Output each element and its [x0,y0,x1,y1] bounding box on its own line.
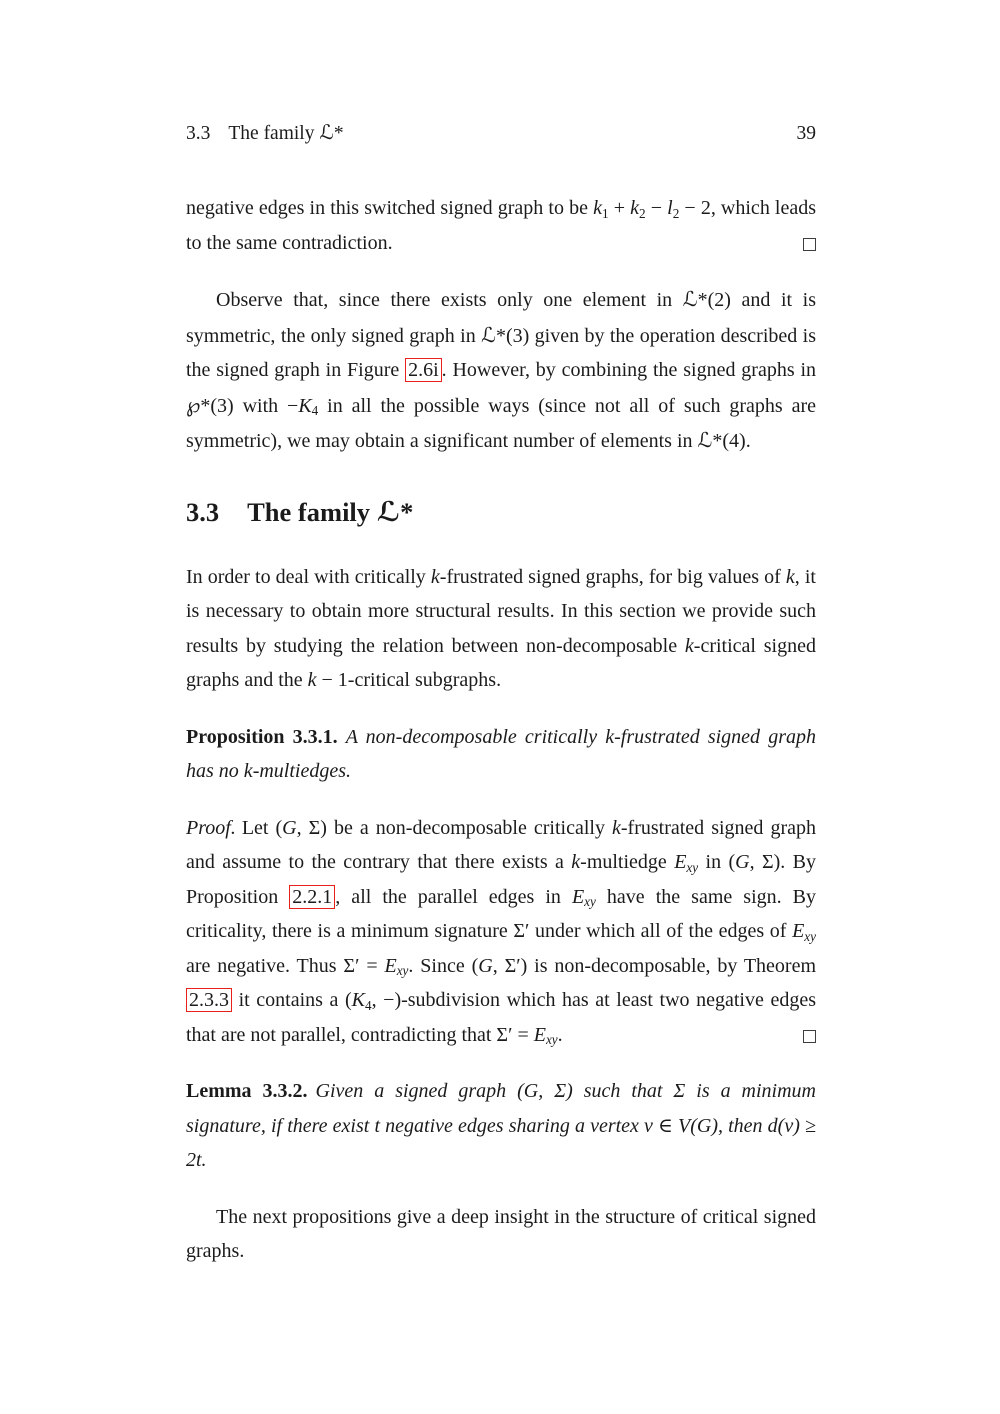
lemma-3-3-2 [186,1074,816,1178]
section-heading-title: The family ℒ* [247,496,414,528]
running-header [186,121,816,145]
header-section-title: The family ℒ* [228,120,344,144]
paragraph-section-intro [186,560,816,698]
lemma-label: Lemma 3.3.2. [186,1080,308,1102]
section-heading [186,495,816,530]
proposition-body: A non-decomposable critically k-frustrated signed graph has no k-multiedges. [186,725,816,782]
paragraph-closing [186,1200,816,1269]
page-number: 39 [796,123,816,144]
qed-icon [803,1030,816,1043]
header-section-number: 3.3 [186,123,211,144]
ref-link-2-6i[interactable]: 2.6i [405,358,442,382]
lemma-body: Given a signed graph (G, Σ) such that Σ is a minimum signature, if there exist t negative edges sharing a vertex v ∈ V(G), then d(v) ≥ 2t. [186,1080,817,1171]
proposition-3-3-1 [186,720,816,789]
section-heading-number: 3.3 [186,496,220,527]
paragraph-text: Observe that, since there exists only one element in ℒ*(2) and it is symmetric, the only signed graph in ℒ*(3) given by the operation described is the signed graph in Figure 2.6i . However, by combining the signed graphs in ℘*(3) with $-K_4$ in all the possible ways (since not all of such graphs are symmetric), we may obtain a significant number of elements in ℒ*(4). [186,287,817,452]
ref-link-2-3-3[interactable]: 2.3.3 [186,988,232,1012]
ref-link-2-2-1[interactable]: 2.2.1 [289,885,335,909]
paragraph-observe [186,282,816,459]
running-header-left [186,121,344,145]
proof-label: Proof. [186,816,236,839]
paragraph-continuation [186,191,816,260]
paragraph-text: The next propositions give a deep insight in the structure of critical signed graphs. [186,1205,816,1262]
proposition-label: Proposition 3.3.1. [186,725,338,748]
proof-paragraph [186,811,816,1053]
paragraph-text: In order to deal with critically k-frustrated signed graphs, for big values of k, it is necessary to obtain more structural results. In this section we provide such results by studying the relation between non-decomposable k-critical signed graphs and the k − 1-critical subgraphs. [186,565,816,691]
proof-body: Let (G, Σ) be a non-decomposable critically k-frustrated signed graph and assume to the contrary that there exists a k-multiedge $E_{xy}$ in (G, Σ). By Proposition 2.2.1 , all the parallel edges in $E_{xy}$ have the same sign. By criticality, there is a minimum signature Σ′ under which all of the edges of $E_{xy}$ are negative. Thus $\Sigma' = E_{xy}$. Since (G, Σ′) is non-decomposable, by Theorem 2.3.3 it contains a ($K_4$, −)-subdivision which has at least two negative edges that are not parallel, contradicting that $\Sigma' = E_{xy}$. [186,816,817,1048]
qed-icon [803,238,816,251]
text-block [186,121,816,1291]
paragraph-text: negative edges in this switched signed graph to be $k_1 + k_2 - l_2 - 2$, which leads to the same contradiction. [186,197,817,254]
